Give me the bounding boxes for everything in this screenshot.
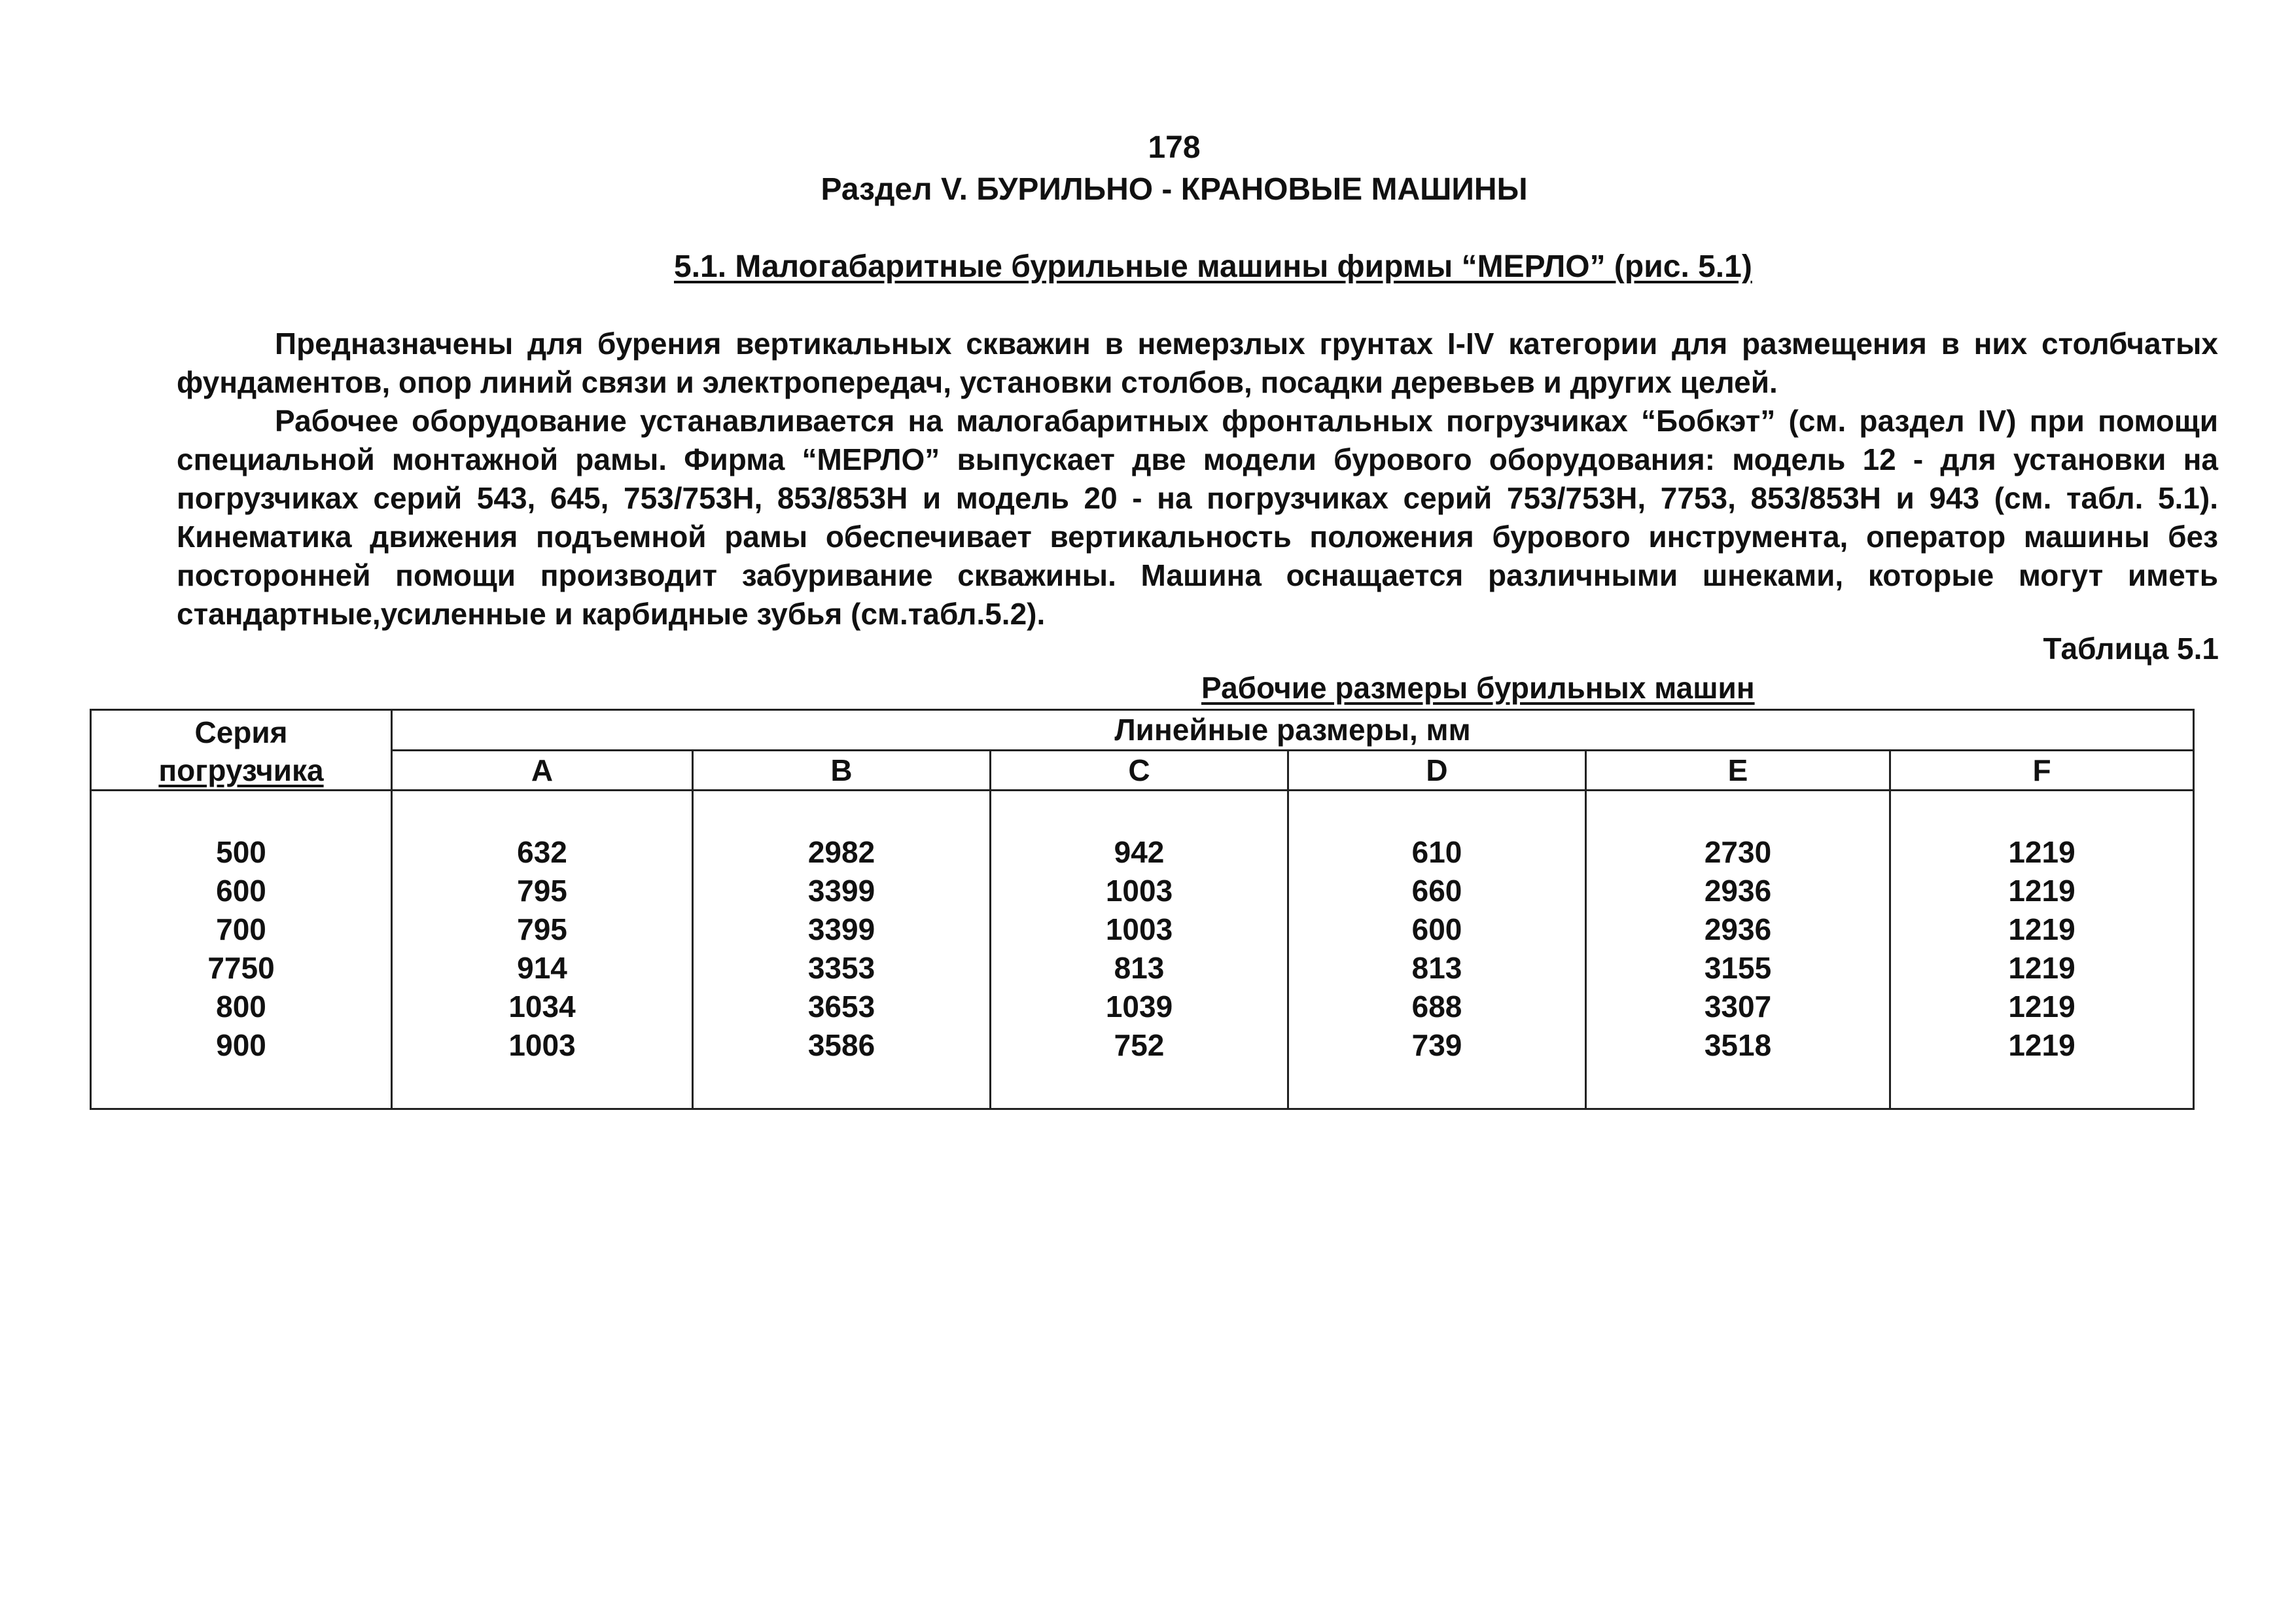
table-cell: 942 [1114,835,1165,869]
column-c [991,791,1288,1109]
table-cell: 632 [517,835,567,869]
column-header-f: F [1890,750,2194,791]
table-cell: 2936 [1704,912,1772,946]
table-cell: 700 [216,912,266,946]
table-cell: 1219 [2008,912,2075,946]
table-cell: 813 [1411,951,1462,985]
table-cell: 3307 [1704,990,1772,1024]
body-text [177,325,2218,633]
column-b [693,791,991,1109]
table-cell: 1034 [508,990,576,1024]
table-cell: 3399 [807,912,875,946]
table-cell: 1003 [1105,874,1173,908]
table-cell: 2982 [807,835,875,869]
section-header: Раздел V. БУРИЛЬНО - КРАНОВЫЕ МАШИНЫ [821,172,1528,207]
table-cell: 3399 [807,874,875,908]
column-f [1890,791,2194,1109]
table-cell: 1219 [2008,874,2075,908]
table-cell: 795 [517,874,567,908]
column-header-d: D [1288,750,1586,791]
table-cell: 1219 [2008,990,2075,1024]
table-cell: 500 [216,835,266,869]
table-cell: 1003 [508,1028,576,1062]
table-cell: 3353 [807,951,875,985]
series-column [91,791,392,1109]
column-header-c: C [991,750,1288,791]
group-header: Линейные размеры, мм [392,710,2194,751]
table-cell: 600 [1411,912,1462,946]
series-header-cell [91,710,392,791]
table-cell: 3155 [1704,951,1772,985]
column-header-e: E [1586,750,1890,791]
column-e [1586,791,1890,1109]
table-cell: 1219 [2008,951,2075,985]
dimensions-table [90,709,2195,1110]
table-label: Таблица 5.1 [2043,632,2219,666]
table-cell: 1039 [1105,990,1173,1024]
table-cell: 3586 [807,1028,875,1062]
table-cell: 3518 [1704,1028,1772,1062]
table-cell: 795 [517,912,567,946]
series-header-line2: погрузчика [158,753,324,787]
paragraph: Предназначены для бурения вертикальных скважин в немерзлых грунтах I-IV категории для размещения в них столбчатых фундаментов, опор линий связи и электропередач, установки столбов, посадки деревьев и других целей. [177,327,2218,399]
table-cell: 1219 [2008,835,2075,869]
table-cell: 900 [216,1028,266,1062]
column-a [392,791,693,1109]
column-header-b: B [693,750,991,791]
table-cell: 7750 [207,951,275,985]
table-cell: 752 [1114,1028,1165,1062]
table-cell: 600 [216,874,266,908]
subsection-title: 5.1. Малогабаритные бурильные машины фирмы “МЕРЛО” (рис. 5.1) [674,249,1752,284]
table-cell: 610 [1411,835,1462,869]
column-header-a: A [392,750,693,791]
paragraph: Рабочее оборудование устанавливается на малогабаритных фронтальных погрузчиках “Бобкэт” (см. раздел IV) при помощи специальной монтажной рамы. Фирма “МЕРЛО” выпускает две модели бурового оборудования: модель 12 - для установки на погрузчиках серий 543, 645, 753/753Н, 853/853Н и модель 20 - на погрузчиках серий 753/753Н, 7753, 853/853Н и 943 (см. табл. 5.1). Кинематика движения подъемной рамы обеспечивает вертикальность положения бурового инструмента, оператор машины без посторонней помощи производит забуривание скважины. Машина оснащается различными шнеками, которые могут иметь стандартные,усиленные и карбидные зубья (см.табл.5.2). [177,404,2218,631]
table-cell: 1219 [2008,1028,2075,1062]
table-cell: 688 [1411,990,1462,1024]
table-cell: 660 [1411,874,1462,908]
table-cell: 2936 [1704,874,1772,908]
table-cell: 1003 [1105,912,1173,946]
column-d [1288,791,1586,1109]
table-cell: 3653 [807,990,875,1024]
series-header-line1: Серия [194,715,288,749]
table-cell: 739 [1411,1028,1462,1062]
table-cell: 2730 [1704,835,1772,869]
table-cell: 914 [517,951,567,985]
table-cell: 813 [1114,951,1165,985]
page-number: 178 [1148,130,1201,165]
table-cell: 800 [216,990,266,1024]
table-caption: Рабочие размеры бурильных машин [1201,671,1755,705]
